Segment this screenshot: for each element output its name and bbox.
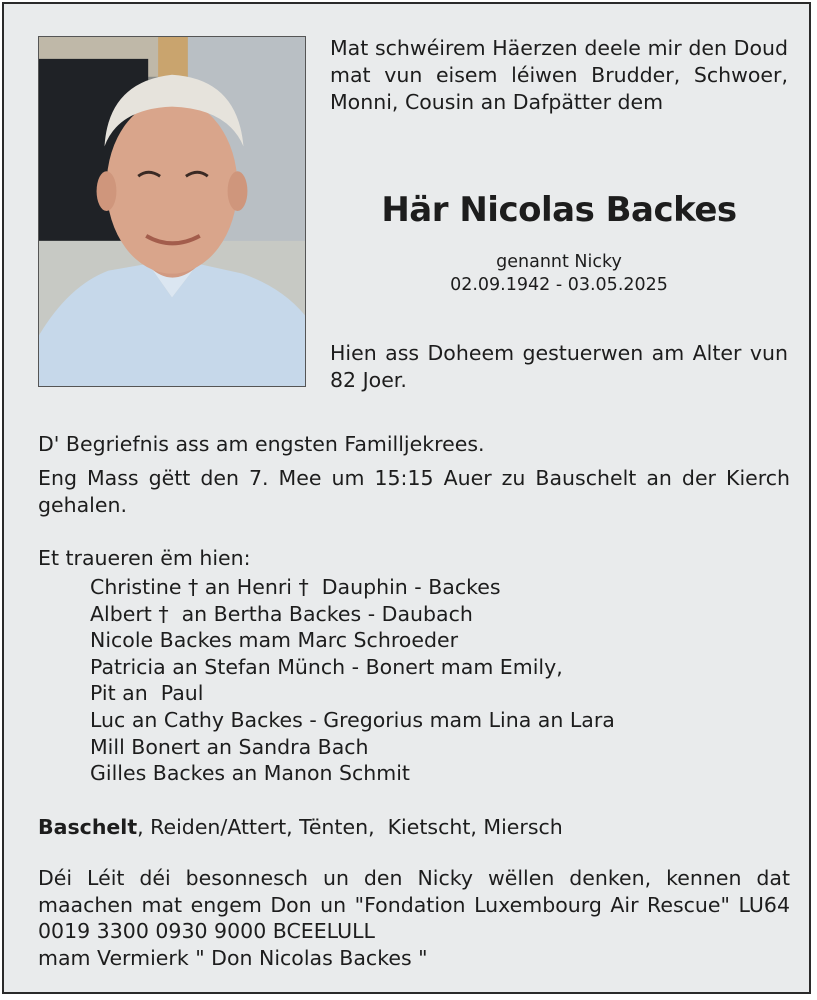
funeral-info: D' Begriefnis ass am engsten Familljekrees. — [38, 432, 485, 456]
mourning-intro: Et traueren ëm hien: — [38, 546, 251, 570]
donation-info — [38, 865, 790, 971]
places-first: Baschelt — [38, 815, 138, 839]
places-rest: , Reiden/Attert, Tënten, Kietscht, Miersch — [137, 815, 563, 839]
mourner-line: Gilles Backes an Manon Schmit — [90, 761, 410, 786]
life-dates: 02.09.1942 - 03.05.2025 — [450, 275, 668, 295]
mourner-line: Pit an Paul — [90, 681, 204, 706]
donation-note: mam Vermierk " Don Nicolas Backes " — [38, 945, 428, 970]
mourner-line: Christine † an Henri † Dauphin - Backes — [90, 575, 501, 599]
obituary-notice — [2, 2, 811, 994]
mass-info: Eng Mass gëtt den 7. Mee um 15:15 Auer zu Bauschelt an der Kierch gehalen. — [38, 466, 790, 517]
mourner-line: Patricia an Stefan Münch - Bonert mam Emily, — [90, 654, 563, 679]
nickname: genannt Nicky — [496, 252, 622, 272]
deceased-name: Här Nicolas Backes — [381, 190, 737, 230]
portrait-illustration — [39, 37, 305, 386]
portrait-photo — [38, 36, 306, 387]
mourner-line: Nicole Backes mam Marc Schroeder — [90, 628, 459, 653]
intro-text: Mat schwéirem Häerzen deele mir den Doud mat vun eisem léiwen Brudder, Schwoer, Monni, Cousin an Dafpätter dem — [330, 36, 788, 114]
donation-text: Déi Léit déi besonnesch un den Nicky wëllen denken, kennen dat maachen mat engem Don un "Fondation Luxembourg Air Rescue" LU64 0019 3300 0930 9000 BCEELULL — [38, 866, 790, 943]
mourners-list — [90, 574, 790, 787]
mourner-line: Mill Bonert an Sandra Bach — [90, 734, 369, 759]
mourner-line: Luc an Cathy Backes - Gregorius mam Lina an Lara — [90, 707, 615, 732]
mourner-line: Albert † an Bertha Backes - Daubach — [90, 601, 473, 626]
death-note: Hien ass Doheem gestuerwen am Alter vun 82 Joer. — [330, 341, 788, 392]
places-line — [38, 814, 790, 841]
